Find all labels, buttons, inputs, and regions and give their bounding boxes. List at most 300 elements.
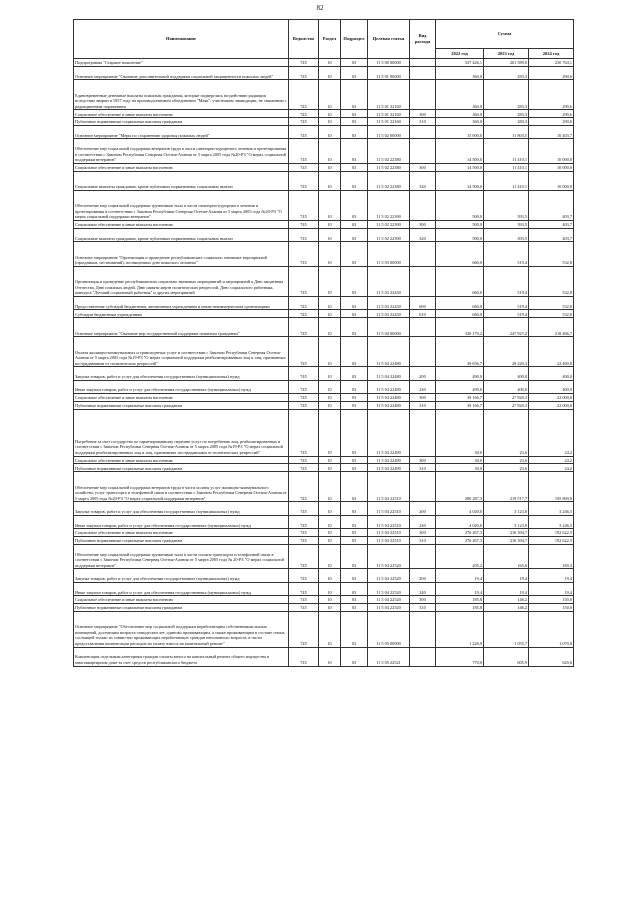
cell-department: 745 <box>289 515 319 528</box>
cell-name: Субсидии бюджетным учреждениям <box>74 310 289 318</box>
cell-sum-2022: 276 267,3 <box>436 529 484 537</box>
cell-department: 745 <box>289 80 319 110</box>
cell-subsection: 03 <box>341 310 368 318</box>
cell-expense-type <box>410 80 436 110</box>
header-section: Раздел <box>319 20 341 59</box>
cell-department: 745 <box>289 171 319 190</box>
cell-sum-2023: 393,5 <box>484 190 529 220</box>
cell-section: 10 <box>319 220 341 228</box>
table-row <box>74 515 574 528</box>
cell-sum-2023: 27 820,3 <box>484 401 529 409</box>
cell-target-article: 11 5 01 22160 <box>368 118 410 126</box>
cell-expense-type: 310 <box>410 537 436 545</box>
cell-section: 10 <box>319 603 341 611</box>
cell-department: 745 <box>289 544 319 569</box>
cell-sum-2023: 11 803,5 <box>484 125 529 138</box>
cell-section: 10 <box>319 464 341 472</box>
cell-target-article: 11 5 03 22450 <box>368 310 410 318</box>
cell-sum-2024: 290,6 <box>529 118 574 126</box>
cell-sum-2023: 283,3 <box>484 118 529 126</box>
cell-subsection: 03 <box>341 296 368 309</box>
cell-subsection: 03 <box>341 569 368 582</box>
cell-sum-2024: 403,7 <box>529 190 574 220</box>
cell-section: 10 <box>319 472 341 502</box>
cell-subsection: 03 <box>341 139 368 164</box>
cell-section: 10 <box>319 409 341 456</box>
page-number: 82 <box>316 4 324 12</box>
cell-expense-type: 300 <box>410 220 436 228</box>
cell-name: Социальные выплаты гражданам, кроме публичных нормативных социальных выплат <box>74 171 289 190</box>
cell-sum-2022: 30,0 <box>436 409 484 456</box>
cell-department: 745 <box>289 318 319 337</box>
cell-target-article: 11 5 02 22390 <box>368 190 410 220</box>
table-row <box>74 220 574 228</box>
cell-section: 10 <box>319 401 341 409</box>
cell-sum-2023: 219 517,7 <box>484 472 529 502</box>
cell-target-article: 11 5 04 22510 <box>368 472 410 502</box>
cell-department: 745 <box>289 394 319 402</box>
cell-expense-type: 200 <box>410 569 436 582</box>
cell-sum-2023: 165,6 <box>484 544 529 569</box>
cell-expense-type <box>410 190 436 220</box>
cell-section: 10 <box>319 228 341 241</box>
cell-sum-2024: 290,6 <box>529 80 574 110</box>
header-subsection: Подраздел <box>341 20 368 59</box>
cell-sum-2024: 169,4 <box>529 544 574 569</box>
cell-expense-type: 600 <box>410 296 436 309</box>
cell-section: 10 <box>319 66 341 79</box>
cell-sum-2022: 205,2 <box>436 544 484 569</box>
cell-expense-type <box>410 337 436 367</box>
cell-target-article: 11 5 04 22480 <box>368 337 410 367</box>
cell-section: 10 <box>319 502 341 515</box>
cell-sum-2024: 195 869,0 <box>529 472 574 502</box>
cell-sum-2022: 360,0 <box>436 118 484 126</box>
table-row <box>74 163 574 171</box>
cell-sum-2023: 11 410,1 <box>484 171 529 190</box>
cell-sum-2023: 23,6 <box>484 464 529 472</box>
table-row <box>74 603 574 611</box>
cell-name: Основное мероприятие "Оказание мер государственной поддержки пожилым гражданам" <box>74 318 289 337</box>
cell-sum-2024: 400,0 <box>529 367 574 380</box>
cell-sum-2023: 11 410,1 <box>484 139 529 164</box>
cell-sum-2023: 519,4 <box>484 296 529 309</box>
cell-sum-2022: 30,0 <box>436 456 484 464</box>
cell-department: 745 <box>289 59 319 67</box>
table-row <box>74 118 574 126</box>
cell-sum-2023: 11 410,1 <box>484 163 529 171</box>
cell-expense-type: 300 <box>410 596 436 604</box>
cell-department: 745 <box>289 163 319 171</box>
cell-sum-2023: 393,5 <box>484 228 529 241</box>
cell-sum-2024: 24,2 <box>529 456 574 464</box>
cell-sum-2022: 4 020,0 <box>436 502 484 515</box>
cell-subsection: 03 <box>341 125 368 138</box>
cell-sum-2023: 1 055,7 <box>484 611 529 647</box>
cell-department: 745 <box>289 611 319 647</box>
header-year-2023: 2023 год <box>484 49 529 59</box>
cell-sum-2023: 283,3 <box>484 110 529 118</box>
cell-department: 745 <box>289 569 319 582</box>
cell-subsection: 03 <box>341 603 368 611</box>
cell-subsection: 03 <box>341 66 368 79</box>
cell-sum-2024: 19,4 <box>529 582 574 595</box>
cell-target-article: 11 5 01 22160 <box>368 110 410 118</box>
table-row <box>74 139 574 164</box>
cell-sum-2023: 247 927,2 <box>484 318 529 337</box>
cell-sum-2022: 660,0 <box>436 296 484 309</box>
cell-name: Иные закупки товаров, работ и услуг для обеспечения государственных (муниципальных) нужд <box>74 582 289 595</box>
cell-sum-2023: 27 820,3 <box>484 394 529 402</box>
cell-sum-2023: 519,4 <box>484 266 529 296</box>
cell-sum-2022: 337 426,1 <box>436 59 484 67</box>
cell-department: 745 <box>289 367 319 380</box>
cell-section: 10 <box>319 582 341 595</box>
cell-sum-2023: 3 123,0 <box>484 515 529 528</box>
cell-subsection: 03 <box>341 515 368 528</box>
cell-sum-2022: 39 166,7 <box>436 401 484 409</box>
cell-section: 10 <box>319 266 341 296</box>
cell-section: 10 <box>319 569 341 582</box>
table-row <box>74 190 574 220</box>
cell-section: 10 <box>319 59 341 67</box>
cell-subsection: 03 <box>341 394 368 402</box>
cell-sum-2022: 185,8 <box>436 596 484 604</box>
cell-section: 10 <box>319 337 341 367</box>
cell-expense-type: 320 <box>410 228 436 241</box>
table-row <box>74 582 574 595</box>
cell-section: 10 <box>319 529 341 537</box>
cell-sum-2023: 216 394,7 <box>484 537 529 545</box>
cell-name: Публичные нормативные социальные выплаты гражданам <box>74 401 289 409</box>
table-row <box>74 611 574 647</box>
cell-expense-type: 310 <box>410 464 436 472</box>
cell-subsection: 03 <box>341 537 368 545</box>
cell-name: Публичные нормативные социальные выплаты гражданам <box>74 464 289 472</box>
cell-sum-2022: 15 000,0 <box>436 125 484 138</box>
table-row <box>74 380 574 393</box>
cell-sum-2022: 39 656,7 <box>436 337 484 367</box>
cell-sum-2023: 146,2 <box>484 596 529 604</box>
cell-expense-type <box>410 647 436 666</box>
cell-subsection: 03 <box>341 464 368 472</box>
cell-target-article: 11 5 03 22450 <box>368 296 410 309</box>
table-row <box>74 367 574 380</box>
cell-section: 10 <box>319 611 341 647</box>
cell-expense-type: 300 <box>410 394 436 402</box>
cell-target-article: 11 5 02 22380 <box>368 163 410 171</box>
cell-name: Иные закупки товаров, работ и услуг для обеспечения государственных (муниципальных) нужд <box>74 515 289 528</box>
cell-subsection: 03 <box>341 596 368 604</box>
cell-target-article: 11 5 04 22520 <box>368 582 410 595</box>
cell-sum-2022: 185,8 <box>436 603 484 611</box>
cell-name: Закупка товаров, работ и услуг для обеспечения государственных (муниципальных) нужд <box>74 569 289 582</box>
cell-department: 745 <box>289 582 319 595</box>
cell-sum-2022: 320 179,2 <box>436 318 484 337</box>
table-body <box>74 59 574 667</box>
cell-subsection: 03 <box>341 318 368 337</box>
cell-sum-2024: 22 400,0 <box>529 337 574 367</box>
cell-sum-2024: 22 000,0 <box>529 401 574 409</box>
table-row <box>74 125 574 138</box>
cell-department: 745 <box>289 502 319 515</box>
table-row <box>74 456 574 464</box>
cell-name: Социальное обеспечение и иные выплаты населению <box>74 163 289 171</box>
cell-expense-type: 610 <box>410 310 436 318</box>
cell-section: 10 <box>319 125 341 138</box>
cell-sum-2022: 30,0 <box>436 464 484 472</box>
cell-sum-2022: 1 226,9 <box>436 611 484 647</box>
cell-target-article: 11 5 04 22510 <box>368 502 410 515</box>
cell-department: 745 <box>289 66 319 79</box>
cell-sum-2024: 10 000,0 <box>529 163 574 171</box>
cell-name: Основное мероприятие "Меры по сохранению здоровья пожилых людей" <box>74 125 289 138</box>
cell-sum-2022: 500,0 <box>436 190 484 220</box>
cell-subsection: 03 <box>341 409 368 456</box>
cell-target-article: 11 5 02 22380 <box>368 139 410 164</box>
table-row <box>74 59 574 67</box>
cell-subsection: 03 <box>341 80 368 110</box>
cell-expense-type <box>410 266 436 296</box>
cell-sum-2024: 532,8 <box>529 266 574 296</box>
cell-sum-2022: 360,0 <box>436 66 484 79</box>
cell-sum-2023: 23,6 <box>484 456 529 464</box>
cell-name: Организация и проведение республиканских социально значимых мероприятий и мероприятий к Дню защитника Отечества, Дню пожилых людей, Дню памяти жертв политических репрессий, Дню социального работника, конкурса "Лучший социальный работник" и других мероприятий <box>74 266 289 296</box>
cell-expense-type: 300 <box>410 456 436 464</box>
cell-sum-2023: 23,6 <box>484 409 529 456</box>
cell-expense-type: 310 <box>410 603 436 611</box>
cell-expense-type: 320 <box>410 171 436 190</box>
cell-sum-2024: 150,0 <box>529 596 574 604</box>
cell-expense-type: 310 <box>410 118 436 126</box>
cell-department: 745 <box>289 596 319 604</box>
cell-section: 10 <box>319 118 341 126</box>
cell-expense-type: 240 <box>410 380 436 393</box>
table-row <box>74 310 574 318</box>
cell-sum-2022: 490,0 <box>436 380 484 393</box>
cell-subsection: 03 <box>341 647 368 666</box>
cell-sum-2023: 519,4 <box>484 310 529 318</box>
cell-department: 745 <box>289 337 319 367</box>
cell-sum-2023: 3 123,0 <box>484 502 529 515</box>
cell-sum-2024: 150,0 <box>529 603 574 611</box>
cell-subsection: 03 <box>341 367 368 380</box>
header-sum: Сумма <box>436 20 574 49</box>
cell-target-article: 11 5 04 22480 <box>368 367 410 380</box>
budget-table <box>73 19 574 667</box>
cell-target-article: 11 5 04 22510 <box>368 537 410 545</box>
cell-department: 745 <box>289 296 319 309</box>
cell-expense-type <box>410 242 436 267</box>
cell-target-article: 11 5 03 00000 <box>368 242 410 267</box>
cell-sum-2022: 276 267,3 <box>436 537 484 545</box>
cell-sum-2024: 192 622,5 <box>529 537 574 545</box>
cell-target-article: 11 5 05 22521 <box>368 647 410 666</box>
cell-subsection: 03 <box>341 220 368 228</box>
cell-sum-2024: 400,0 <box>529 380 574 393</box>
cell-section: 10 <box>319 456 341 464</box>
cell-subsection: 03 <box>341 544 368 569</box>
cell-sum-2023: 28 220,3 <box>484 337 529 367</box>
cell-sum-2022: 360,0 <box>436 110 484 118</box>
table-row <box>74 296 574 309</box>
table-row <box>74 228 574 241</box>
cell-sum-2023: 216 394,7 <box>484 529 529 537</box>
cell-section: 10 <box>319 190 341 220</box>
cell-sum-2022: 19,4 <box>436 569 484 582</box>
cell-subsection: 03 <box>341 171 368 190</box>
cell-section: 10 <box>319 296 341 309</box>
cell-name: Основное мероприятие "Организация и проведение республиканских социально значимых мероприятий (праздников, чествований), посвященных дню пожилого человека" <box>74 242 289 267</box>
cell-sum-2023: 283,3 <box>484 80 529 110</box>
table-row <box>74 472 574 502</box>
cell-sum-2024: 3 246,5 <box>529 502 574 515</box>
cell-subsection: 03 <box>341 266 368 296</box>
cell-section: 10 <box>319 596 341 604</box>
cell-sum-2024: 620,6 <box>529 647 574 666</box>
cell-section: 10 <box>319 80 341 110</box>
cell-department: 745 <box>289 228 319 241</box>
cell-sum-2024: 532,8 <box>529 242 574 267</box>
cell-target-article: 11 5 04 22480 <box>368 394 410 402</box>
cell-name: Социальное обеспечение и иные выплаты населению <box>74 394 289 402</box>
cell-target-article: 11 5 04 22520 <box>368 603 410 611</box>
cell-department: 745 <box>289 603 319 611</box>
cell-section: 10 <box>319 139 341 164</box>
cell-subsection: 03 <box>341 380 368 393</box>
table-row <box>74 242 574 267</box>
cell-sum-2022: 14 500,0 <box>436 139 484 164</box>
cell-sum-2024: 24,2 <box>529 409 574 456</box>
cell-sum-2022: 660,0 <box>436 310 484 318</box>
cell-target-article: 11 5 04 22520 <box>368 596 410 604</box>
cell-sum-2022: 280 287,3 <box>436 472 484 502</box>
cell-sum-2023: 283,3 <box>484 66 529 79</box>
cell-sum-2022: 4 020,0 <box>436 515 484 528</box>
cell-target-article: 11 5 04 22490 <box>368 464 410 472</box>
cell-department: 745 <box>289 647 319 666</box>
cell-name: Компенсация отдельным категориям граждан оплаты взноса на капитальный ремонт общего имущества в многоквартирном доме за счет средств республиканского бюджета <box>74 647 289 666</box>
cell-sum-2022: 660,0 <box>436 266 484 296</box>
header-year-2024: 2024 год <box>529 49 574 59</box>
cell-name: Обеспечение мер социальной поддержки тружеников тыла в части оплаты транспорта и телефонной связи в соответствии с Законом Республики Северная Осетия-Алания от 5 марта 2005 года № 20-РЗ "О мерах социальной поддержки ветеранов" <box>74 544 289 569</box>
cell-sum-2024: 192 622,5 <box>529 529 574 537</box>
cell-target-article: 11 5 04 22510 <box>368 515 410 528</box>
header-name: Наименование <box>74 20 289 59</box>
cell-section: 10 <box>319 310 341 318</box>
cell-name: Подпрограмма "Старшее поколение" <box>74 59 289 67</box>
cell-sum-2023: 261 589,0 <box>484 59 529 67</box>
table-row <box>74 464 574 472</box>
cell-name: Публичные нормативные социальные выплаты гражданам <box>74 603 289 611</box>
cell-target-article: 11 5 04 22520 <box>368 569 410 582</box>
cell-department: 745 <box>289 266 319 296</box>
table-row <box>74 409 574 456</box>
cell-target-article: 11 5 02 22390 <box>368 220 410 228</box>
cell-name: Социальное обеспечение и иные выплаты населению <box>74 220 289 228</box>
cell-name: Социальное обеспечение и иные выплаты населению <box>74 456 289 464</box>
cell-expense-type <box>410 59 436 67</box>
cell-name: Публичные нормативные социальные выплаты гражданам <box>74 118 289 126</box>
cell-expense-type <box>410 544 436 569</box>
cell-sum-2022: 500,0 <box>436 228 484 241</box>
cell-sum-2024: 532,8 <box>529 310 574 318</box>
cell-sum-2022: 660,0 <box>436 242 484 267</box>
table-row <box>74 337 574 367</box>
cell-section: 10 <box>319 544 341 569</box>
cell-sum-2024: 3 246,5 <box>529 515 574 528</box>
table-row <box>74 502 574 515</box>
cell-section: 10 <box>319 515 341 528</box>
cell-section: 10 <box>319 367 341 380</box>
table-row <box>74 110 574 118</box>
cell-sum-2022: 360,0 <box>436 80 484 110</box>
cell-sum-2023: 393,5 <box>484 220 529 228</box>
cell-sum-2024: 10 403,7 <box>529 125 574 138</box>
cell-department: 745 <box>289 118 319 126</box>
cell-target-article: 11 5 02 00000 <box>368 125 410 138</box>
cell-target-article: 11 5 04 22480 <box>368 401 410 409</box>
cell-target-article: 11 5 04 22520 <box>368 544 410 569</box>
cell-subsection: 03 <box>341 529 368 537</box>
cell-expense-type: 310 <box>410 401 436 409</box>
table-row <box>74 394 574 402</box>
cell-sum-2024: 290,6 <box>529 110 574 118</box>
cell-section: 10 <box>319 242 341 267</box>
cell-target-article: 11 5 05 00000 <box>368 611 410 647</box>
cell-name: Основное мероприятие "Обеспечение мер социальной поддержки неработающим собственникам жилых помещений, достигшим возраста семидесяти лет, одиноко проживающим, а также проживающим в составе семьи, состоящей только из совместно проживающих неработающих граждан пенсионного возраста, в части предоставления компенсации расходов на уплату взноса на капитальный ремонт" <box>74 611 289 647</box>
table-row <box>74 318 574 337</box>
cell-expense-type: 300 <box>410 529 436 537</box>
cell-target-article: 11 5 00 00000 <box>368 59 410 67</box>
cell-expense-type <box>410 318 436 337</box>
cell-department: 745 <box>289 139 319 164</box>
cell-subsection: 03 <box>341 118 368 126</box>
cell-section: 10 <box>319 171 341 190</box>
cell-sum-2023: 519,4 <box>484 242 529 267</box>
cell-name: Обеспечение мер социальной поддержки ветеранов труда в части оплаты услуг жилищно-коммунального хозяйства, услуг транспорта и телефонной связи в соответствии с Законом Республики Северная Осетия-Алания от 5 марта 2005 года №20-РЗ "О мерах социальной поддержки ветеранов" <box>74 472 289 502</box>
cell-subsection: 03 <box>341 242 368 267</box>
cell-expense-type: 200 <box>410 502 436 515</box>
cell-expense-type <box>410 409 436 456</box>
cell-department: 745 <box>289 125 319 138</box>
table-row <box>74 596 574 604</box>
cell-section: 10 <box>319 394 341 402</box>
cell-department: 745 <box>289 401 319 409</box>
cell-department: 745 <box>289 310 319 318</box>
header-year-2022: 2022 год <box>436 49 484 59</box>
cell-expense-type <box>410 125 436 138</box>
cell-department: 745 <box>289 242 319 267</box>
cell-target-article: 11 5 04 22490 <box>368 409 410 456</box>
cell-name: Оплата жилищно-коммунальных и транспортных услуг в соответствии с Законом Республики Северная Осетия-Алания от 5 марта 2005 года №19-РЗ "О мерах социальной поддержки реабилитированных лиц и лиц, признанных пострадавшими от политических репрессий" <box>74 337 289 367</box>
cell-target-article: 11 5 01 00000 <box>368 66 410 79</box>
cell-department: 745 <box>289 472 319 502</box>
cell-sum-2023: 605,9 <box>484 647 529 666</box>
cell-department: 745 <box>289 220 319 228</box>
table-row <box>74 171 574 190</box>
cell-name: Обеспечение мер социальной поддержки ветеранов труда в части санаторно-курортного лечения и протезирования в соответствии с Законом Республики Северная Осетия-Алания от 5 марта 2005 года №20-РЗ "О мерах социальной поддержки ветеранов" <box>74 139 289 164</box>
table-row <box>74 266 574 296</box>
cell-sum-2023: 19,4 <box>484 569 529 582</box>
cell-expense-type <box>410 139 436 164</box>
cell-section: 10 <box>319 380 341 393</box>
cell-sum-2022: 770,0 <box>436 647 484 666</box>
cell-sum-2024: 10 000,0 <box>529 139 574 164</box>
cell-subsection: 03 <box>341 401 368 409</box>
cell-name: Обеспечение мер социальной поддержки тружеников тыла в части санаторно-курортного лечения и протезирования в соответствии с Законом Республики Северная Осетия-Алания от 5 марта 2005 года №20-РЗ "О мерах социальной поддержки ветеранов" <box>74 190 289 220</box>
cell-department: 745 <box>289 529 319 537</box>
